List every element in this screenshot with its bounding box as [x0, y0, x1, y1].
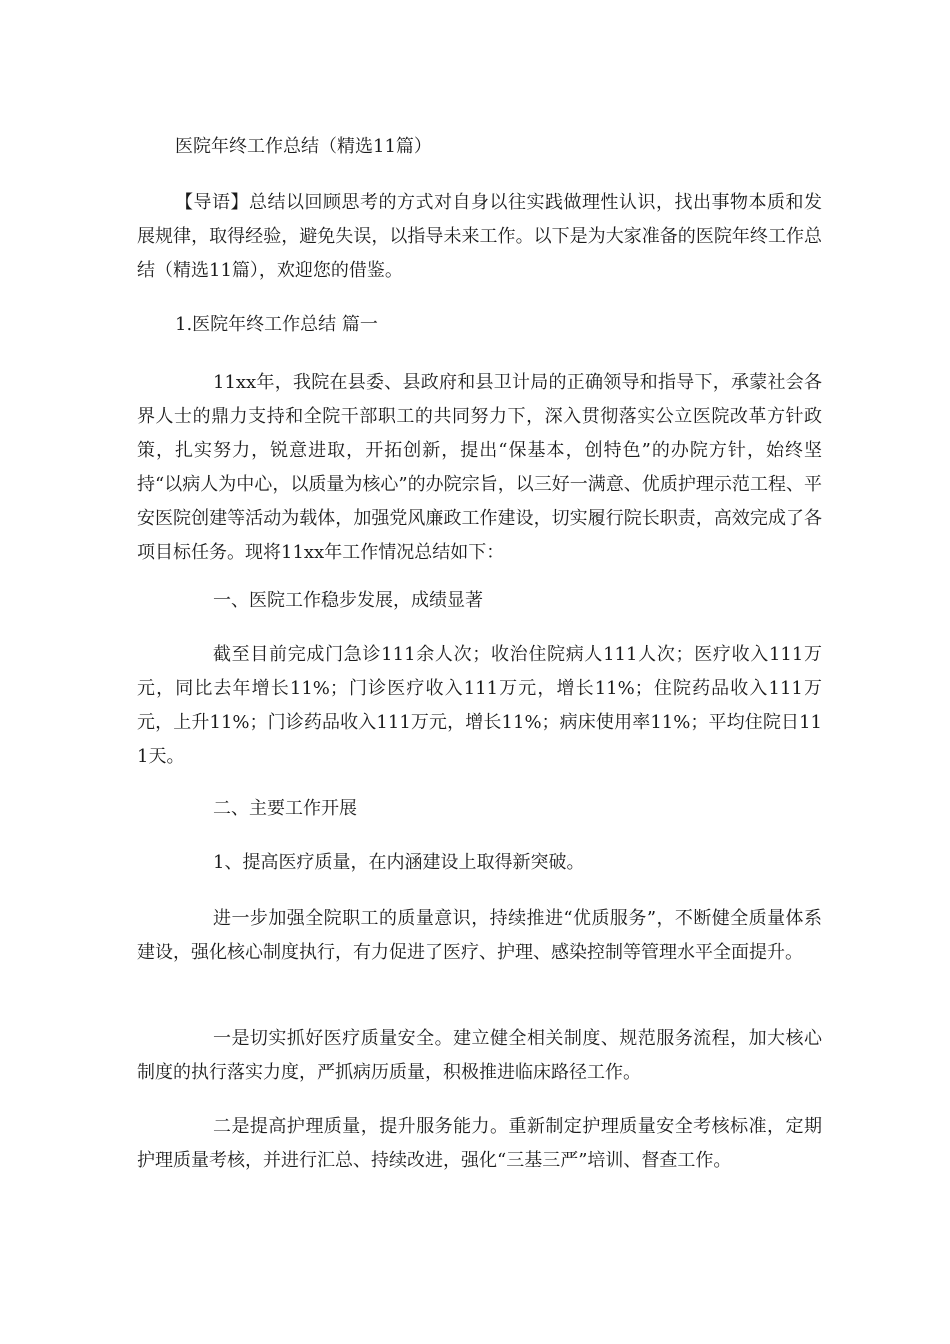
body-paragraph: 11xx年，我院在县委、县政府和县卫计局的正确领导和指导下，承蒙社会各界人士的鼎力支持和全院干部职工的共同努力下，深入贯彻落实公立医院改革方针政策，扎实努力，锐意进取，开拓创新，提出“保基本，创特色”的办院方针，始终坚持“以病人为中心，以质量为核心”的办院宗旨，以三好一满意、优质护理示范工程、平安医院创建等活动为载体，加强党风廉政工作建设，切实履行院长职责，高效完成了各项目标任务。现将11xx年工作情况总结如下： — [137, 372, 822, 563]
body-paragraph: 二是提高护理质量，提升服务能力。重新制定护理质量安全考核标准，定期护理质量考核，并进行汇总、持续改进，强化“三基三严”培训、督查工作。 — [137, 1116, 822, 1171]
subsection-heading: 1、提高医疗质量，在内涵建设上取得新突破。 — [213, 852, 585, 873]
document-title: 医院年终工作总结（精选11篇） — [175, 136, 432, 157]
subsection-heading: 一、医院工作稳步发展，成绩显著 — [213, 590, 483, 611]
subsection-heading: 二、主要工作开展 — [213, 798, 357, 819]
body-paragraph: 进一步加强全院职工的质量意识，持续推进“优质服务”，不断健全质量体系建设，强化核心制度执行，有力促进了医疗、护理、感染控制等管理水平全面提升。 — [137, 908, 822, 963]
section-heading: 1.医院年终工作总结 篇一 — [175, 314, 378, 335]
intro-paragraph: 【导语】总结以回顾思考的方式对自身以往实践做理性认识，找出事物本质和发展规律，取得经验，避免失误，以指导未来工作。以下是为大家准备的医院年终工作总结（精选11篇），欢迎您的借鉴。 — [137, 192, 822, 281]
body-paragraph: 一是切实抓好医疗质量安全。建立健全相关制度、规范服务流程，加大核心制度的执行落实力度，严抓病历质量，积极推进临床路径工作。 — [137, 1028, 822, 1083]
body-paragraph: 截至目前完成门急诊111余人次；收治住院病人111人次；医疗收入111万元，同比去年增长11%；门诊医疗收入111万元，增长11%；住院药品收入111万元，上升11%；门诊药品收入111万元，增长11%；病床使用率11%；平均住院日111天。 — [137, 644, 822, 767]
